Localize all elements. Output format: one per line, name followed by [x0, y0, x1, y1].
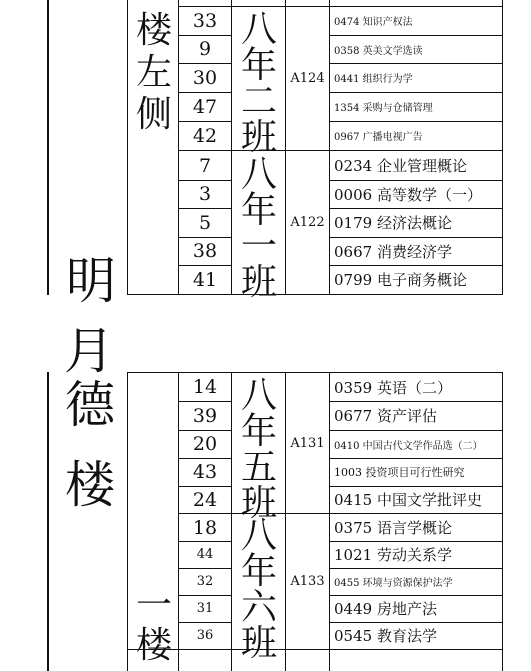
- course-name: 1003 投资项目可行性研究: [334, 466, 465, 479]
- column-line: [127, 0, 128, 295]
- bottom-table-fragment: [0, 322, 531, 671]
- location-label: [134, 10, 174, 135]
- class-name-char: 年: [240, 411, 277, 452]
- class-name-char: 八: [240, 375, 277, 416]
- seat-count: 7: [198, 154, 212, 177]
- course-name: 0474 知识产权法: [334, 17, 413, 28]
- course-name: 0234 企业管理概论: [334, 157, 467, 175]
- course-name: 0455 环境与资源保护法学: [334, 578, 453, 589]
- column-line: [231, 0, 232, 295]
- building-name-char: 明: [66, 252, 116, 310]
- bottom-border-line: [127, 294, 503, 295]
- left-border-line: [47, 372, 49, 671]
- class-name-char: 八: [240, 9, 277, 50]
- seat-count: 9: [198, 38, 212, 60]
- seat-count: 33: [192, 9, 218, 32]
- course-name: 0799 电子商务概论: [334, 271, 467, 289]
- seat-count: 24: [192, 488, 218, 511]
- seat-count: 42: [192, 124, 218, 147]
- class-name-char: 班: [240, 483, 277, 524]
- seat-count: 18: [192, 516, 218, 539]
- building-name-char: 德: [65, 376, 115, 434]
- class-name: [236, 9, 282, 158]
- seat-count: 36: [196, 628, 214, 643]
- class-name-char: 年: [240, 190, 277, 231]
- course-name: 1021 劳动关系学: [334, 546, 452, 564]
- class-name: [236, 375, 282, 524]
- seat-count: 44: [196, 547, 214, 562]
- course-name: 0677 资产评估: [334, 407, 437, 425]
- course-name: 0358 英美文学选读: [334, 45, 423, 57]
- class-name: [236, 515, 282, 664]
- course-name: 0359 英语（二）: [334, 378, 452, 397]
- location-char: 一: [135, 585, 172, 626]
- room-number: A131: [290, 435, 325, 451]
- location-char: 侧: [135, 94, 172, 135]
- course-name: 0006 高等数学（一）: [334, 185, 482, 204]
- right-border-line: [502, 0, 503, 295]
- course-name: 0449 房地产法: [334, 600, 437, 618]
- course-name: 0179 经济法概论: [334, 214, 452, 232]
- class-name-char: 班: [240, 262, 277, 303]
- course-name: 0410 中国古代文学作品选（二）: [334, 440, 483, 452]
- seat-count: 43: [192, 461, 218, 483]
- room-number: A122: [290, 215, 325, 230]
- course-name: 1354 采购与仓储管理: [334, 103, 433, 114]
- location-char: 左: [135, 52, 172, 93]
- building-name: [60, 376, 120, 514]
- location-char: 楼: [135, 10, 172, 51]
- class-name-char: 八: [240, 515, 277, 556]
- class-name-char: 八: [240, 154, 277, 195]
- class-name-char: 二: [240, 81, 277, 122]
- room-number: A133: [290, 574, 325, 589]
- seat-count: 31: [196, 601, 214, 616]
- building-name-char: 楼: [65, 456, 115, 514]
- class-name-char: 年: [240, 45, 277, 86]
- column-line: [127, 372, 128, 671]
- seat-count: 5: [198, 211, 212, 234]
- column-line: [231, 372, 232, 671]
- course-name: 0441 组织行为学: [334, 74, 413, 85]
- class-name-char: 六: [240, 587, 277, 628]
- seat-count: 38: [192, 240, 218, 262]
- class-name-char: 一: [240, 226, 277, 267]
- seat-count: 3: [198, 183, 212, 205]
- seat-count: 30: [192, 66, 218, 89]
- class-name-char: 年: [240, 551, 277, 592]
- class-name-char: 班: [240, 623, 277, 664]
- class-name-char: 五: [240, 447, 277, 488]
- location-label: [134, 585, 174, 666]
- top-table-fragment: [0, 0, 531, 310]
- seat-count: 47: [192, 95, 218, 118]
- course-name: 0375 语言学概论: [334, 519, 452, 537]
- class-name-char: 班: [240, 117, 277, 158]
- seat-count: 41: [192, 268, 218, 291]
- course-name: 0667 消费经济学: [334, 242, 452, 261]
- bottom-border-line: [127, 649, 503, 650]
- course-name: 0545 教育法学: [334, 627, 437, 645]
- class-name: [236, 154, 282, 303]
- right-border-line: [502, 372, 503, 671]
- location-char: 楼: [135, 625, 172, 666]
- seat-count: 14: [192, 376, 218, 398]
- seat-count: 20: [192, 433, 218, 455]
- left-border-line: [47, 0, 49, 295]
- course-name: 0967 广播电视广告: [334, 132, 423, 143]
- cropped-building-char: 月: [64, 322, 114, 380]
- seat-count: 39: [192, 404, 218, 427]
- room-number: A124: [290, 70, 325, 86]
- seat-count: 32: [196, 574, 214, 589]
- course-name: 0415 中国文学批评史: [334, 491, 482, 509]
